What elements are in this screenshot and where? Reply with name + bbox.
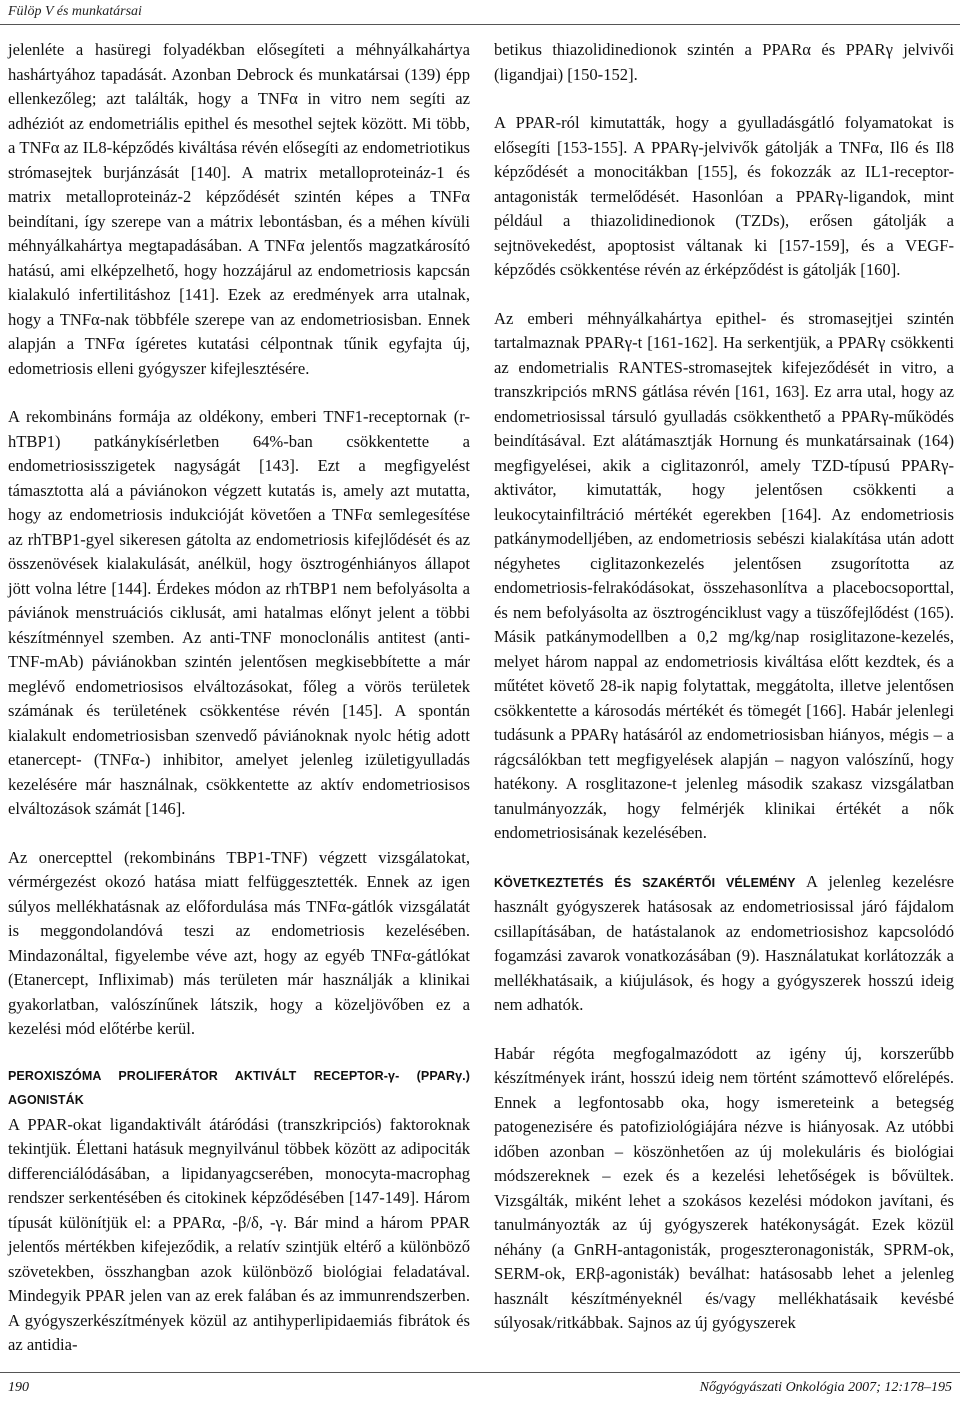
footer-rule — [0, 1372, 960, 1373]
journal-reference: Nőgyógyászati Onkológia 2007; 12:178–195 — [699, 1380, 952, 1395]
left-paragraph-3: Az onercepttel (rekombináns TBP1-TNF) végzett vizsgálatokat, vérmérgezést okozó hatása miatt felfüggesztették. Ennek az igen súlyos mellékhatásnak az előfordulása más TNFα-gátlók vizsgálatát is meggondolandóvá teszi az endometriosis kezelésében. Mindazonáltal, figyelembe véve azt, hogy az egyéb TNFα-gátlókat (Etanercept, Infliximab) más területen már használják a klinikai gyakorlatban, valószínűnek látszik, hogy a közeljövőben ez a kezelési mód előtérbe kerül. — [8, 847, 470, 1038]
left-column — [8, 38, 470, 1358]
right-paragraph-1: betikus thiazolidinedionok szintén a PPARα és PPARγ jelvivői (ligandjai) [150-152]. — [494, 40, 954, 84]
left-paragraph-1: jelenléte a hasüregi folyadékban elősegíteti a méhnyálkahártya hashártyához tapadását. Azonban Debrock és munkatársai (139) épp ellenkezőleg; azt találták, hogy a TNFα in vitro nem segíti az adhéziót az endometriális epithel és mesothel sejtek között. Mi több, a TNFα az IL8-képződés kiváltása révén elősegíti az endometriotikus strómasejtek burjánzását [140]. A matrix metalloproteináz-1 és matrix metalloproteináz-2 képződését szintén képes a TNFα beindítani, így szerepe van a mátrix lebontásban, és a méhen kívüli méhnyálkahártya megtapadásában. A TNFα jelentős magzatkárosító hatású, ami elképzelhető, hogy hozzájárul az endometriosis kapcsán kialakuló infertilitáshoz [141]. Ezek az eredmények arra utalnak, hogy a TNFα-nak többféle szerepe van az endometriosisban. Ennek alapján a TNFα ígéretes kutatási célpontnak tűnik egyfajta új, edometriosis elleni gyógyszer kifejlesztésére. — [8, 40, 470, 378]
right-paragraph-3: Az emberi méhnyálkahártya epithel- és stromasejtjei szintén tartalmaznak PPARγ-t [161-162]. Ha serkentjük, a PPARγ csökkenti az endometrialis RANTES-stromasejtek kifejeződését in vitro, a transzkripciós mRNS gátlása révén [161, 163]. Ez arra utal, hogy az endometriosissal társuló gyulladás csökkenthető a PPARγ-működés beindításával. Ezt alátámasztják Hornung és munkatársainak (164) megfigyelései, akik a ciglitazonról, amely TZD-típusú PPARγ-aktivátor, kimutatták, hogy jelentősen csökkenti a leukocytainfiltráció mértékét egerekben [164]. Az endometriosis patkánymodelljében, az endometriosis sebészi kialakítása után adott négyhetes ciglitazonkezelés jelentősen zsugorította az endometriosis-felrakódásokat, összehasonlítva a placebocsoporttal, és nem befolyásolta az ösztrogénciklust vagy a tüszőfejlődést (165). Másik patkánymodellben a 0,2 mg/kg/nap rosiglitazone-kezelés, melyet három nappal az endometriosis kiváltása előtt kezdtek, és a műtétet követő 28-ik napig folytattak, meggátolta, illetve jelentősen csökkentette a károsodás mértékét és tömegét [166]. Habár jelenlegi tudásunk a PPARγ hatásáról az endometriosisban hiányos, mégis – a rágcsálókban tett megfigyelések alapján – nagyon valószínű, hogy hatékony. A rosglitazone-t jelenleg második szakasz vizsgálatban tanulmányozzák, hogy felmérjék klinikai értékét a nők endometriosisának kezelésében. — [494, 308, 954, 842]
right-column — [494, 38, 954, 1336]
left-paragraph-4: A PPAR-okat ligandaktivált átáródási (transzkripciós) faktoroknak tekintjük. Élettani hatásuk megnyilvánul többek között az adipociták differenciálódásában, a lipidanyagcserében, monocyta-macrophag rendszer serkentésében és citokinek képződésében [147-149]. Három típusát különítjük el: a PPARα, -β/δ, -γ. Bár mind a három PPAR jelentős mértékben kifejeződik, a relatív szintjük eltérő a különböző szövetekben, összhangban azok különböző biológiai feladatával. Mindegyik PPAR jelen van az erek falában és az immunrendszerben. A gyógyszerkészítmények közül az antihyperlipidaemiás fibrátok és az antidia- — [8, 1114, 470, 1354]
ppar-section — [8, 1064, 470, 1358]
page-number: 190 — [8, 1380, 29, 1395]
right-paragraph-2: A PPAR-ról kimutatták, hogy a gyulladásgátló folyamatokat is elősegíti [153-155]. A PPARγ-jelvivők gátolják a TNFα, Il6 és Il8 képződését a monocitákban [155], és fokozzák az IL1-receptor-antagonisták termelődését. Hasonlóan a PPARγ-ligandok, mint például a thiazolidinedionok (TZDs), erősen gátolják a sejtnövekedést, apoptosist váltanak ki [157-159], és a VEGF-képződés csökkentése révén az érképződést is gátolják [160]. — [494, 113, 954, 279]
conclusion-paragraph — [494, 870, 954, 1018]
header-rule — [0, 24, 960, 25]
left-paragraph-2: A rekombináns formája az oldékony, emberi TNF1-receptornak (r-hTBP1) patkánykísérletben 64%-ban csökkentette a endometriosisszigetek nagyságát [143]. Ezt a megfigyelést támasztotta alá a páviánokon végzett kutatás is, amely azt mutatta, hogy az endometriosis indukcióját követően a TNFα semlegesítése az rhTBP1-gyel sikeresen gátolta az endometriosis kifejlődését és az összenövések kialakulását, anélkül, hogy ösztrogénhiányos állapot jött volna létre [144]. Érdekes módon az rhTBP1 nem befolyásolta a páviánok menstruációs ciklusát, ami hatalmas előnyt jelent a többi készítménnyel szemben. Az anti-TNF monoclonális antitest (anti-TNF-mAb) páviánokban szintén jelentősen megkisebbítette a már meglévő endometriosisos elváltozásokat, főleg a vörös területek számának és területének csökkentése révén [145]. A spontán kialakult endometriosisban szenvedő páviánoknak nyolc hétig adott etanercept- (TNFα-) inhibitor, amelyet jelenleg izületigyulladás kezelésére már használnak, csökkentette az aktív endometriosisos elváltozások számát [146]. — [8, 407, 470, 818]
right-paragraph-5: Habár régóta megfogalmazódott az igény új, korszerűbb készítmények iránt, hosszú ideig nem történt számottevő előrelépés. Ennek a legfontosabb oka, hogy ismereteink a betegség patogenezisére és patofiziológiájára nézve is hiányosak. Az utóbbi időben azonban – köszönhetően az új molekuláris és biológiai módszereknek – ezek és a kezelési lehetőségek is bővültek. Vizsgálták, miként lehet a szokásos kezelési módokon javítani, és tanulmányozták az új gyógyszerek hatékonyságát. Ezek közül néhány (a GnRH-antagonisták, progeszteronagonisták, SPRM-ok, SERM-ok, ERβ-agonisták) beválhat: hatásosabb lehet a jelenleg használt készítményeknél és/vagy mellékhatásaik kevésbé súlyosak/ritkábbak. Sajnos az új gyógyszerek — [494, 1043, 954, 1332]
section-heading-ppar: PEROXISZÓMA PROLIFERÁTOR AKTIVÁLT RECEPTOR-γ- (PPARγ.) AGONISTÁK — [8, 1068, 470, 1107]
section-heading-conclusion: KÖVETKEZTETÉS ÉS SZAKÉRTŐI VÉLEMÉNY — [494, 875, 796, 890]
conclusion-text: A jelenleg kezelésre használt gyógyszerek hatásosak az endometriosissal járó fájdalom csillapításában, de hatástalanok az endometriosishoz kapcsolódó fogamzási zavarok vonatkozásában (9). Használatukat korlátozzák a mellékhatásaik, a kiújulások, és hogy a gyógyszerek hosszú ideig nem adhatók. — [494, 871, 955, 1014]
running-head: Fülöp V és munkatársai — [8, 4, 142, 19]
